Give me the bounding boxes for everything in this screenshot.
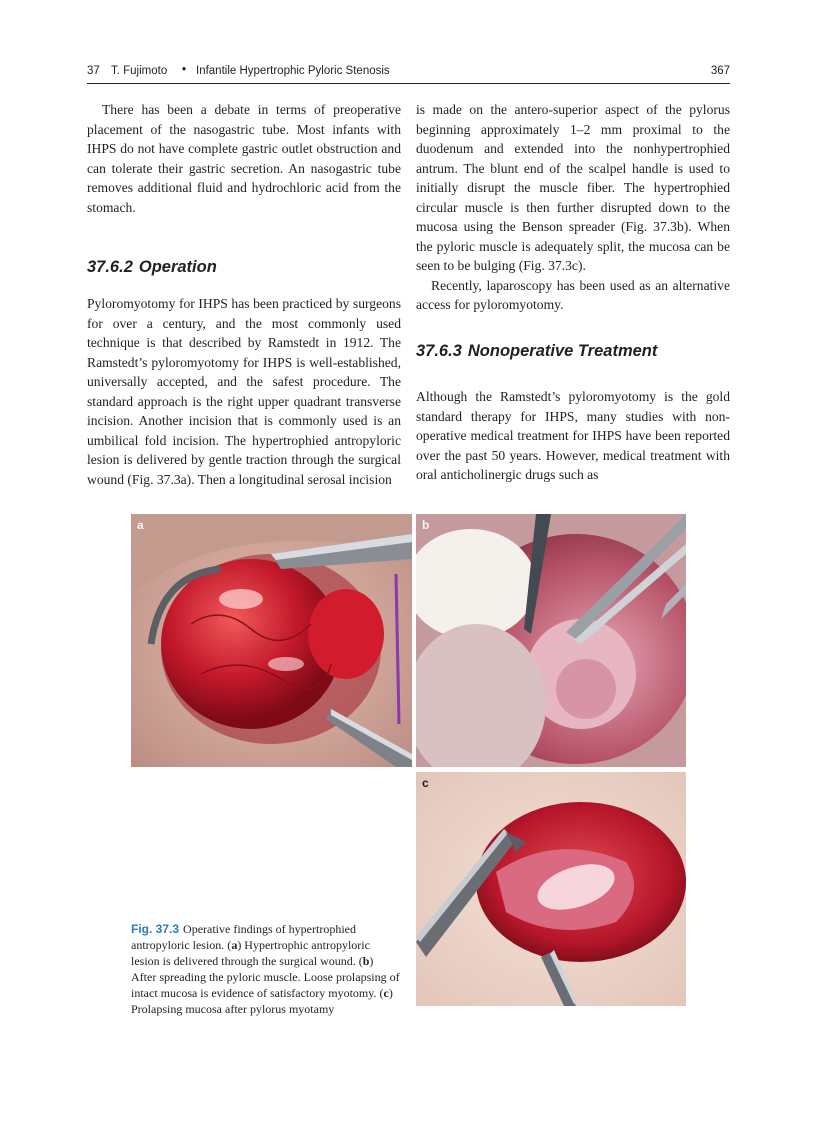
section-heading-nonoperative: [416, 342, 657, 361]
caption-ref-c: c: [383, 986, 389, 1000]
paragraph-pyloromyotomy: Pyloromyotomy for IHPS has been practiced by surgeons for over a century, and the most commonly used technique is that described by Ramstedt in 1912. The Ramstedt’s pyloromyotomy for IHPS is well-established, universally accepted, and the safest procedure. The standard approach is the right upper quadrant transverse incision. Another incision that is commonly used is an umbilical fold incision. The hypertrophied antropyloric lesion is delivered by gentle traction through the surgical wound (Fig. 37.3a). Then a longitudinal serosal incision: [87, 296, 401, 487]
figure-panel-c: [416, 772, 686, 1006]
figure-caption: [131, 921, 401, 1017]
panel-label-a: a: [137, 518, 144, 532]
paragraph-serosal-incision: is made on the antero-superior aspect of the pylorus beginning approximately 1–2 mm proximal to the duodenum and extended into the nonhypertrophied antrum. The blunt end of the scalpel handle is used to initially disrupt the muscle fiber. The hypertrophied circular muscle is then further disrupted down to the mucosa using the Benson spreader (Fig. 37.3b). When the pyloric muscle is adequately split, the mucosa can be seen to be bulging (Fig. 37.3c).: [416, 102, 730, 273]
panel-label-c: c: [422, 776, 429, 790]
caption-text: ) Hypertrophic antropyloric lesion is delivered through the surgical wound. (: [131, 938, 370, 968]
figure-label: Fig. 37.3: [131, 922, 180, 936]
chapter-author: T. Fujimoto: [111, 65, 168, 77]
photo-delivered-pylorus: [131, 514, 412, 767]
section-heading-operation: [87, 258, 217, 277]
header-rule: [87, 83, 730, 84]
photo-prolapsing-mucosa: [416, 772, 686, 1006]
section-number: 37.6.3: [416, 342, 462, 360]
paragraph-nonoperative: Although the Ramstedt’s pyloromyotomy is the gold standard therapy for IHPS, many studies with non-operative medical treatment for IHPS have been reported over the past 50 years. However, medical treatment with oral anticholinergic drugs such as: [416, 389, 730, 482]
right-column-nonoperative: [416, 387, 730, 485]
caption-text: ) Prolapsing mucosa after pylorus myotamy: [131, 986, 393, 1016]
panel-label-b: b: [422, 518, 430, 532]
section-title: Nonoperative Treatment: [467, 342, 658, 360]
chapter-number: 37: [87, 65, 100, 77]
left-column-top: [87, 100, 401, 217]
caption-text: ) After spreading the pyloric muscle. Loose prolapsing of intact mucosa is evidence of satisfactory myotomy. (: [131, 954, 400, 1000]
figure-panel-a: [131, 514, 412, 767]
caption-text: Operative findings of hypertrophied antropyloric lesion. (: [131, 922, 356, 952]
page-number: 367: [710, 65, 730, 77]
paragraph-nasogastric: There has been a debate in terms of preoperative placement of the nasogastric tube. Most infants with IHPS do not have complete gastric outlet obstruction and can tolerate their gastric secretion. An nasogastric tube removes additional fluid and hydrochloric acid from the stomach.: [87, 102, 401, 215]
running-header: [87, 65, 730, 81]
paragraph-laparoscopy: Recently, laparoscopy has been used as an alternative access for pyloromyotomy.: [416, 277, 730, 312]
left-column-operation: [87, 294, 401, 489]
caption-ref-a: a: [231, 938, 238, 952]
right-column-top: [416, 100, 730, 315]
section-title: Operation: [138, 258, 217, 276]
chapter-title: Infantile Hypertrophic Pyloric Stenosis: [196, 65, 390, 77]
photo-spreading-muscle: [416, 514, 686, 767]
caption-ref-b: b: [362, 954, 370, 968]
figure-panel-b: [416, 514, 686, 767]
header-bullet: •: [182, 64, 187, 76]
section-number: 37.6.2: [87, 258, 133, 276]
